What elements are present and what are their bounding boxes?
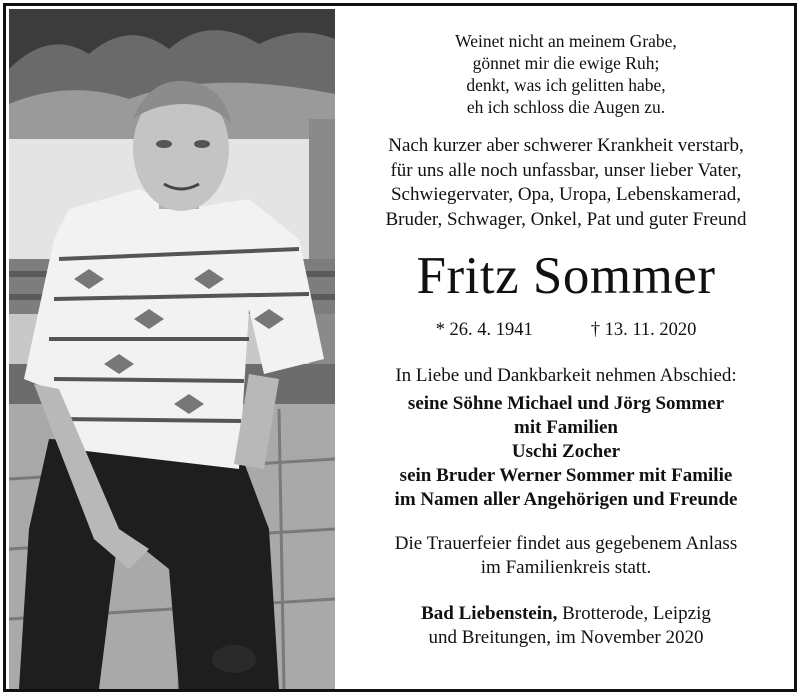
- portrait-photo: [9, 9, 335, 689]
- portrait-illustration: [9, 9, 335, 689]
- funeral-line: im Familienkreis statt.: [480, 557, 652, 578]
- mourner-line: mit Familien: [514, 417, 618, 438]
- poem-line: eh ich schloss die Augen zu.: [466, 97, 666, 117]
- announcement-line: für uns alle noch unfassbar, unser lieber Vater,: [390, 159, 742, 181]
- mourner-line: seine Söhne Michael und Jörg Sommer: [407, 393, 725, 414]
- deceased-name: Fritz Sommer: [416, 247, 716, 305]
- mourners-list: [348, 392, 784, 512]
- mourner-line: sein Bruder Werner Sommer mit Familie: [399, 465, 733, 486]
- place-and-date: [348, 602, 784, 650]
- place-line-2: und Breitungen, im November 2020: [428, 627, 704, 648]
- poem-line: gönnet mir die ewige Ruh;: [472, 53, 660, 73]
- life-dates: [348, 318, 784, 342]
- place-others: Brotterode, Leipzig: [557, 603, 711, 624]
- obituary-text: [348, 30, 784, 650]
- farewell-heading: In Liebe und Dankbarkeit nehmen Abschied:: [395, 365, 737, 386]
- poem-line: Weinet nicht an meinem Grabe,: [455, 31, 677, 51]
- poem-line: denkt, was ich gelitten habe,: [466, 75, 666, 95]
- death-date: † 13. 11. 2020: [590, 320, 697, 340]
- announcement-line: Bruder, Schwager, Onkel, Pat und guter Freund: [385, 208, 747, 230]
- place-line-1: [348, 602, 784, 626]
- announcement-line: Nach kurzer aber schwerer Krankheit verstarb,: [388, 135, 744, 156]
- funeral-line: Die Trauerfeier findet aus gegebenem Anlass: [394, 533, 738, 554]
- announcement-line: Schwiegervater, Opa, Uropa, Lebenskamerad,: [390, 184, 742, 205]
- birth-date: * 26. 4. 1941: [435, 320, 533, 340]
- death-announcement: [348, 134, 784, 232]
- mourner-line: Uschi Zocher: [511, 441, 621, 462]
- mourner-line: im Namen aller Angehörigen und Freunde: [394, 489, 738, 510]
- poem: [348, 30, 784, 118]
- place-city: Bad Liebenstein,: [421, 603, 558, 624]
- funeral-notice: [348, 532, 784, 580]
